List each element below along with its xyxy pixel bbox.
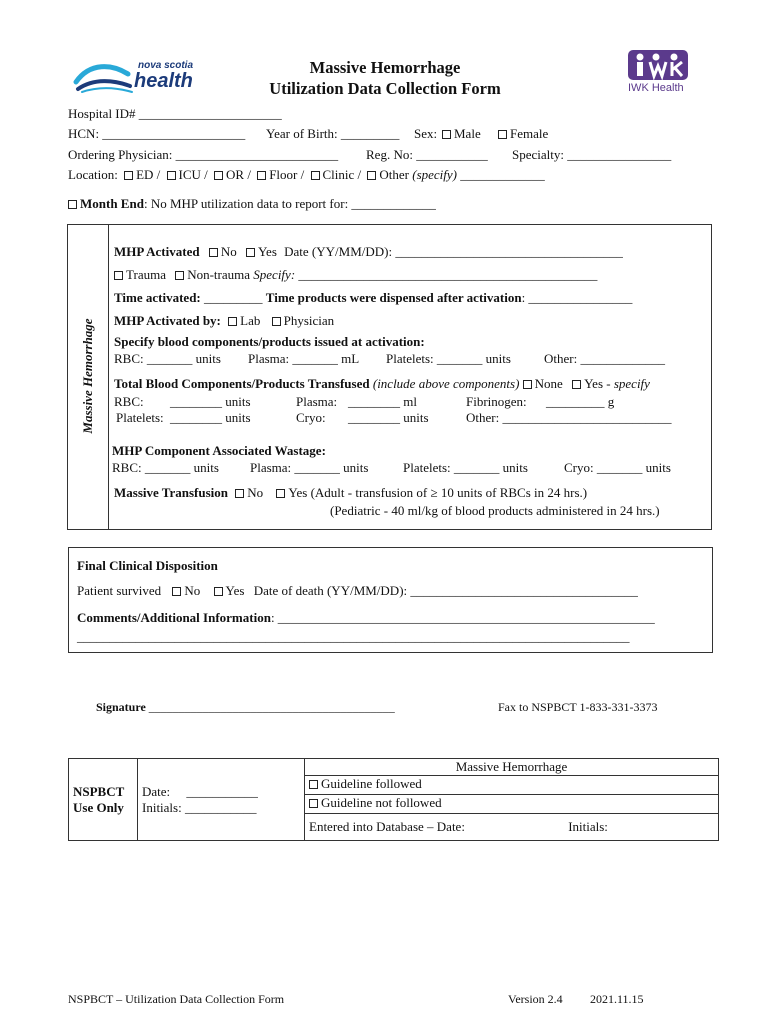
logo-text-small: nova scotia bbox=[138, 60, 194, 71]
comments-row: Comments/Additional Information: __________________________________________________________ bbox=[77, 610, 655, 625]
nspbct-header: Massive Hemorrhage bbox=[305, 759, 719, 776]
issued-other[interactable]: Other: _____________ bbox=[544, 351, 665, 366]
nspbct-label: NSPBCT bbox=[73, 783, 125, 799]
transfused-plasma-label: Plasma: bbox=[296, 394, 338, 409]
hospital-id[interactable]: Hospital ID# ______________________ bbox=[68, 106, 282, 121]
wastage-cryo[interactable]: Cryo: _______ units bbox=[564, 460, 671, 475]
checkbox-mhp-yes[interactable] bbox=[246, 248, 255, 257]
iwk-logo-label: IWK Health bbox=[628, 82, 684, 94]
nspbct-table bbox=[68, 758, 719, 841]
checkbox-trauma[interactable] bbox=[114, 271, 123, 280]
checkbox-non-trauma[interactable] bbox=[175, 271, 184, 280]
time-row: Time activated: _________ Time products were dispensed after activation: ________________ bbox=[114, 290, 633, 305]
checkbox-mt-yes[interactable] bbox=[276, 489, 285, 498]
month-end-row: Month End: No MHP utilization data to report for: _____________ bbox=[68, 196, 436, 212]
iwk-health-logo bbox=[628, 48, 692, 96]
nspbct-use-only: Use Only bbox=[73, 799, 124, 815]
reg-no-field[interactable]: Reg. No: ___________ bbox=[366, 147, 488, 162]
issued-platelets[interactable]: Platelets: _______ units bbox=[386, 351, 511, 366]
transfused-rbc[interactable]: ________ units bbox=[170, 394, 251, 409]
footer-form-name: NSPBCT – Utilization Data Collection Form bbox=[68, 992, 285, 1006]
transfused-platelets-label: Platelets: bbox=[116, 410, 164, 425]
hcn-field[interactable]: HCN: ______________________ bbox=[68, 126, 246, 141]
checkbox-mt-no[interactable] bbox=[235, 489, 244, 498]
mhp-side-divider bbox=[108, 225, 109, 529]
fax-number: Fax to NSPBCT 1-833-331-3373 bbox=[498, 700, 658, 714]
checkbox-floor[interactable] bbox=[257, 171, 266, 180]
footer-date: 2021.11.15 bbox=[590, 992, 644, 1006]
checkbox-guideline-followed[interactable] bbox=[309, 780, 318, 789]
transfused-other[interactable]: Other: __________________________ bbox=[466, 410, 672, 425]
issued-plasma[interactable]: Plasma: _______ mL bbox=[248, 351, 360, 366]
massive-transfusion-row: Massive Transfusion No Yes (Adult - transfusion of ≥ 10 units of RBCs in 24 hrs.) bbox=[114, 485, 588, 500]
specialty-field[interactable]: Specialty: ________________ bbox=[512, 147, 672, 162]
comments-line-2[interactable]: _____________________________________________________________________________________ bbox=[77, 629, 630, 644]
checkbox-survived-no[interactable] bbox=[172, 587, 181, 596]
logo-text-big: health bbox=[134, 70, 193, 92]
checkbox[interactable] bbox=[442, 130, 451, 139]
sex-female[interactable]: Female bbox=[498, 126, 548, 142]
form-title-line1: Massive Hemorrhage bbox=[309, 58, 461, 77]
checkbox-ed[interactable] bbox=[124, 171, 133, 180]
guideline-followed: Guideline followed bbox=[305, 776, 719, 795]
checkbox-clinic[interactable] bbox=[311, 171, 320, 180]
mhp-side-label: Massive Hemorrhage bbox=[80, 318, 95, 434]
checkbox-other[interactable] bbox=[367, 171, 376, 180]
checkbox-mhp-no[interactable] bbox=[209, 248, 218, 257]
nspbct-label-cell bbox=[69, 759, 138, 841]
transfused-fibrinogen[interactable]: _________ g bbox=[546, 394, 615, 409]
nspbct-initials-field[interactable]: Initials: ___________ bbox=[142, 799, 257, 815]
checkbox[interactable] bbox=[498, 130, 507, 139]
wastage-plasma[interactable]: Plasma: _______ units bbox=[250, 460, 369, 475]
signature-row: Signature _________________________________________ bbox=[96, 700, 395, 714]
wastage-rbc[interactable]: RBC: _______ units bbox=[112, 460, 219, 475]
transfused-plasma[interactable]: ________ ml bbox=[348, 394, 417, 409]
specify-components-label: Specify blood components/products issued at activation: bbox=[114, 334, 425, 349]
disposition-title: Final Clinical Disposition bbox=[77, 558, 218, 573]
footer-version: Version 2.4 bbox=[508, 992, 563, 1006]
issued-rbc[interactable]: RBC: _______ units bbox=[114, 351, 221, 366]
transfused-fibrinogen-label: Fibrinogen: bbox=[466, 394, 527, 409]
nspbct-date-cell bbox=[138, 759, 305, 841]
checkbox-lab[interactable] bbox=[228, 317, 237, 326]
sex-label: Sex: bbox=[414, 126, 438, 141]
transfused-rbc-label: RBC: bbox=[114, 394, 144, 409]
transfused-cryo-label: Cryo: bbox=[296, 410, 326, 425]
transfused-platelets[interactable]: ________ units bbox=[170, 410, 251, 425]
trauma-row: Trauma Non-trauma Specify: ______________________________________________ bbox=[114, 267, 597, 283]
form-title-line2: Utilization Data Collection Form bbox=[269, 79, 501, 98]
wastage-platelets[interactable]: Platelets: _______ units bbox=[403, 460, 528, 475]
nspbct-date-label: Date: bbox=[142, 783, 171, 799]
checkbox-month-end[interactable] bbox=[68, 200, 77, 209]
checkbox-physician[interactable] bbox=[272, 317, 281, 326]
wastage-label: MHP Component Associated Wastage: bbox=[112, 443, 326, 458]
checkbox-guideline-not-followed[interactable] bbox=[309, 799, 318, 808]
survived-row: Patient survived No Yes Date of death (YY/MM/DD): ___________________________________ bbox=[77, 583, 638, 598]
nspbct-date-field[interactable]: ___________ bbox=[186, 783, 258, 799]
entered-into-database: Entered into Database – Date: Initials: bbox=[305, 814, 719, 841]
checkbox-none[interactable] bbox=[523, 380, 532, 389]
guideline-not-followed: Guideline not followed bbox=[305, 795, 719, 814]
transfused-cryo[interactable]: ________ units bbox=[348, 410, 429, 425]
checkbox-survived-yes[interactable] bbox=[214, 587, 223, 596]
sex-male[interactable]: Male bbox=[442, 126, 481, 142]
year-of-birth-field[interactable]: Year of Birth: _________ bbox=[266, 126, 400, 141]
transfused-row: Total Blood Components/Products Transfused (include above components) None Yes - specify bbox=[114, 376, 650, 391]
location-row: Location: ED / ICU / OR / Floor / Clinic / Other (specify) _____________ bbox=[68, 167, 545, 182]
checkbox-icu[interactable] bbox=[167, 171, 176, 180]
checkbox-or[interactable] bbox=[214, 171, 223, 180]
activated-by-row: MHP Activated by: Lab Physician bbox=[114, 313, 335, 328]
ordering-physician-field[interactable]: Ordering Physician: _________________________ bbox=[68, 147, 339, 162]
mhp-activated-row: MHP Activated No Yes Date (YY/MM/DD): ___________________________________ bbox=[114, 244, 623, 259]
checkbox-yes-specify[interactable] bbox=[572, 380, 581, 389]
massive-transfusion-pediatric: (Pediatric - 40 ml/kg of blood products administered in 24 hrs.) bbox=[330, 503, 660, 518]
